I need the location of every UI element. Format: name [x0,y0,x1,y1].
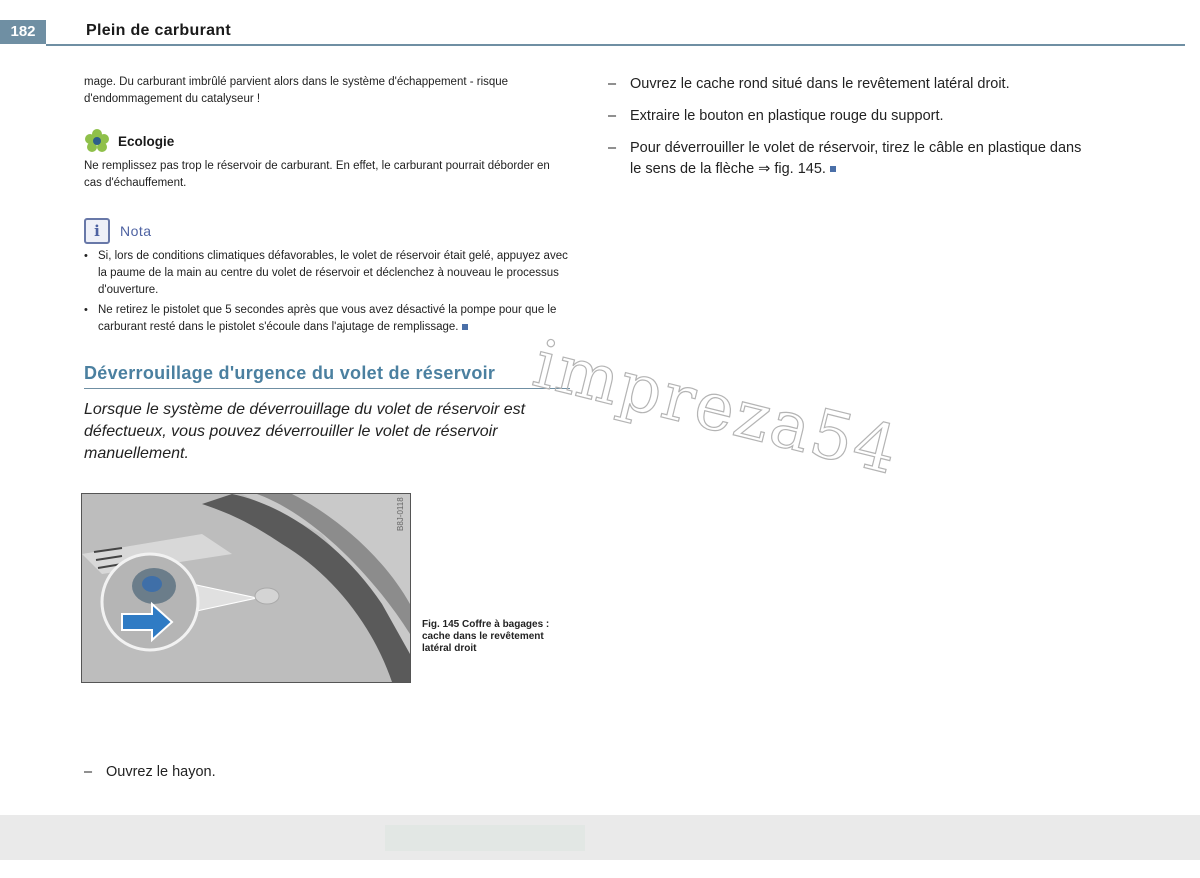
step-text: Extraire le bouton en plastique rouge du support. [630,108,944,124]
nota-bullet-text: Si, lors de conditions climatiques défavorables, le volet de réservoir était gelé, appuyez avec la paume de la main au centre du volet de réservoir et déclenchez à nouveau le processus d'ouverture. [98,250,568,296]
intro-paragraph: mage. Du carburant imbrûlé parvient alors dans le système d'échappement - risque d'endommagement du catalyseur ! [84,76,509,105]
ecologie-text: Ne remplissez pas trop le réservoir de carburant. En effet, le carburant pourrait déborder en cas d'échauffement. [84,160,550,189]
page-number: 182 [0,20,46,44]
nota-heading [84,218,570,244]
figure-145 [84,493,570,683]
page-header [0,20,1185,46]
step-dash: – [608,140,617,156]
step-text: Ouvrez le hayon. [106,764,216,780]
figure-caption: Fig. 145 Coffre à bagages : cache dans le revêtement latéral droit [422,619,550,654]
end-mark [462,324,468,330]
figure-image [81,493,411,683]
step-item [608,106,1088,127]
step-item [608,74,1088,95]
step-dash: – [608,76,617,92]
footer-block [385,825,585,851]
step-text: Pour déverrouiller le volet de réservoir, tirez le câble en plastique dans le sens de la flèche ⇒ fig. 145. [630,140,1082,177]
step-item [608,138,1088,180]
left-column [84,74,570,683]
flower-icon [84,128,110,154]
section-title: Déverrouillage d'urgence du volet de réservoir [84,362,570,389]
ecologie-title: Ecologie [118,133,175,149]
nota-title: Nota [120,223,152,239]
info-icon: i [84,218,110,244]
bullet-dot: • [84,304,88,316]
trunk-lining-illustration [82,494,410,682]
right-column [608,74,1088,180]
running-title: Plein de carburant [86,22,231,39]
nota-list [84,248,570,336]
step-text: Ouvrez le cache rond situé dans le revêtement latéral droit. [630,76,1010,92]
nota-bullet [84,302,570,336]
bullet-dot: • [84,250,88,262]
watermark: imprezа54 [526,325,907,490]
nota-bullet-text: Ne retirez le pistolet que 5 secondes après que vous avez désactivé la pompe pour que le carburant resté dans le pistolet s'écoule dans l'ajutage de remplissage. [98,304,557,333]
ecologie-heading [84,128,570,154]
step-dash: – [608,108,617,124]
step-item [84,762,216,783]
nota-bullet [84,248,570,299]
figure-code: B8J-0118 [396,497,405,531]
footer-band [0,815,1200,860]
end-mark [830,166,836,172]
lead-paragraph: Lorsque le système de déverrouillage du volet de réservoir est défectueux, vous pouvez déverrouiller le volet de réservoir manuellement. [84,401,526,462]
header-rule [46,44,1185,46]
step-dash: – [84,764,93,780]
